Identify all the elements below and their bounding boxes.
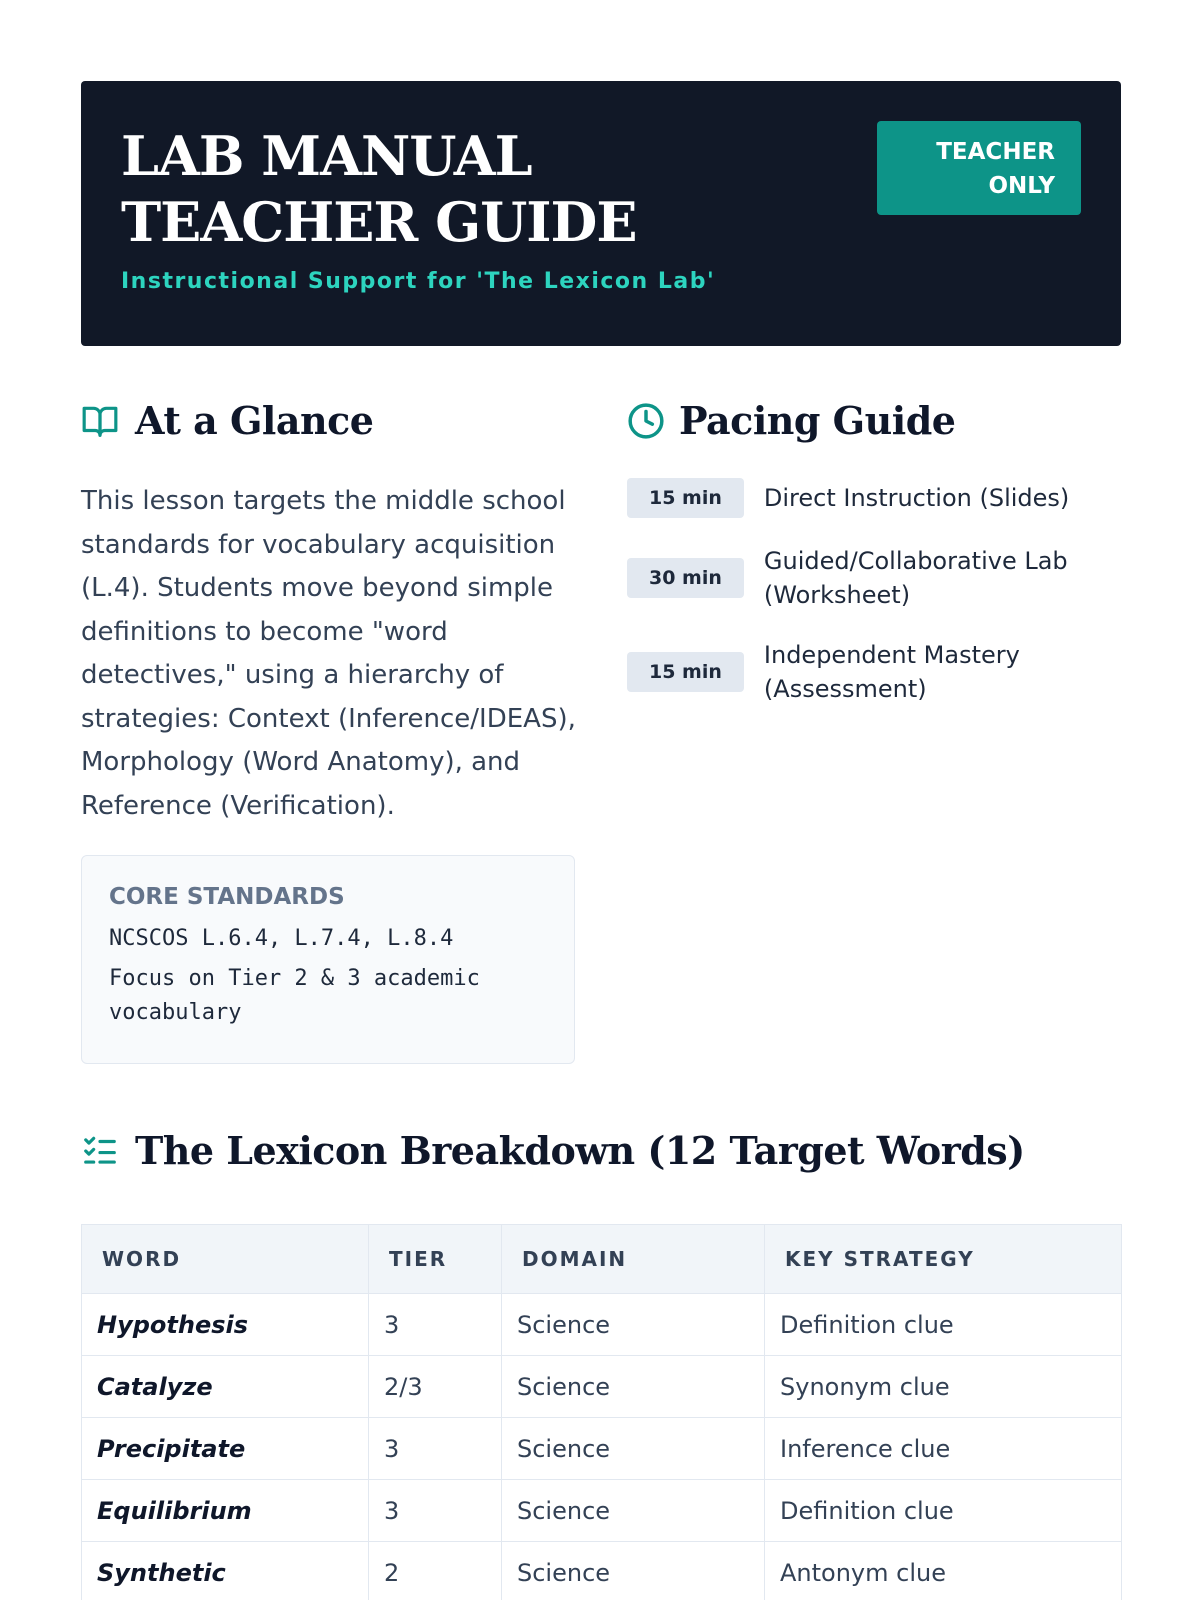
cell-strategy: Definition clue	[765, 1294, 1122, 1356]
cell-strategy: Antonym clue	[765, 1542, 1122, 1600]
pacing-list	[627, 478, 1117, 732]
lexicon-table	[81, 1224, 1122, 1600]
cell-domain: Science	[502, 1480, 765, 1542]
cell-word: Synthetic	[82, 1542, 369, 1600]
column-header-word: WORD	[82, 1225, 369, 1294]
table-row	[82, 1542, 1122, 1600]
standards-focus: Focus on Tier 2 & 3 academic vocabulary	[109, 966, 480, 1025]
standards-codes: NCSCOS L.6.4, L.7.4, L.8.4	[109, 926, 454, 951]
teacher-only-badge	[877, 121, 1081, 215]
cell-strategy: Inference clue	[765, 1418, 1122, 1480]
pacing-item	[627, 544, 1117, 612]
badge-line-2: ONLY	[988, 173, 1055, 199]
at-a-glance-heading	[81, 398, 373, 443]
cell-tier: 3	[369, 1480, 502, 1542]
pacing-time-badge: 15 min	[627, 652, 744, 692]
cell-tier: 2	[369, 1542, 502, 1600]
cell-word: Precipitate	[82, 1418, 369, 1480]
at-a-glance-body: This lesson targets the middle school standards for vocabulary acquisition (L.4). Students move beyond simple definitions to become "word detectives," using a hierarchy of strategies: Context (Inference/IDEAS), Morphology (Word Anatomy), and Reference (Verification).	[81, 486, 576, 821]
pacing-item	[627, 478, 1117, 518]
table-row	[82, 1294, 1122, 1356]
book-open-icon	[81, 402, 119, 440]
table-header-row	[82, 1225, 1122, 1294]
cell-domain: Science	[502, 1418, 765, 1480]
cell-domain: Science	[502, 1294, 765, 1356]
pacing-item	[627, 638, 1117, 706]
lexicon-breakdown-heading	[81, 1128, 1025, 1173]
core-standards-label: CORE STANDARDS	[109, 884, 345, 910]
cell-word: Catalyze	[82, 1356, 369, 1418]
pacing-time-badge: 30 min	[627, 558, 744, 598]
table-row	[82, 1356, 1122, 1418]
pacing-time-badge: 15 min	[627, 478, 744, 518]
lexicon-breakdown-title: The Lexicon Breakdown (12 Target Words)	[135, 1128, 1025, 1173]
cell-strategy: Definition clue	[765, 1480, 1122, 1542]
column-header-tier: TIER	[369, 1225, 502, 1294]
badge-line-1: TEACHER	[936, 139, 1055, 165]
header-banner	[81, 81, 1121, 346]
table-row	[82, 1480, 1122, 1542]
cell-tier: 3	[369, 1418, 502, 1480]
pacing-activity: Direct Instruction (Slides)	[763, 484, 1070, 512]
cell-domain: Science	[502, 1356, 765, 1418]
cell-word: Hypothesis	[82, 1294, 369, 1356]
checklist-icon	[81, 1132, 119, 1170]
pacing-guide-title: Pacing Guide	[679, 398, 956, 443]
pacing-activity: Independent Mastery (Assessment)	[763, 641, 1020, 703]
cell-strategy: Synonym clue	[765, 1356, 1122, 1418]
pacing-guide-heading	[627, 398, 955, 443]
core-standards-box	[81, 855, 575, 1064]
cell-word: Equilibrium	[82, 1480, 369, 1542]
cell-domain: Science	[502, 1542, 765, 1600]
pacing-activity: Guided/Collaborative Lab (Worksheet)	[763, 547, 1068, 609]
column-header-strategy: KEY STRATEGY	[765, 1225, 1122, 1294]
page-title: LAB MANUAL TEACHER GUIDE	[121, 124, 637, 254]
cell-tier: 3	[369, 1294, 502, 1356]
cell-tier: 2/3	[369, 1356, 502, 1418]
table-row	[82, 1418, 1122, 1480]
column-header-domain: DOMAIN	[502, 1225, 765, 1294]
clock-icon	[627, 402, 665, 440]
at-a-glance-title: At a Glance	[135, 398, 374, 443]
page-subtitle: Instructional Support for 'The Lexicon Lab'	[121, 269, 716, 294]
